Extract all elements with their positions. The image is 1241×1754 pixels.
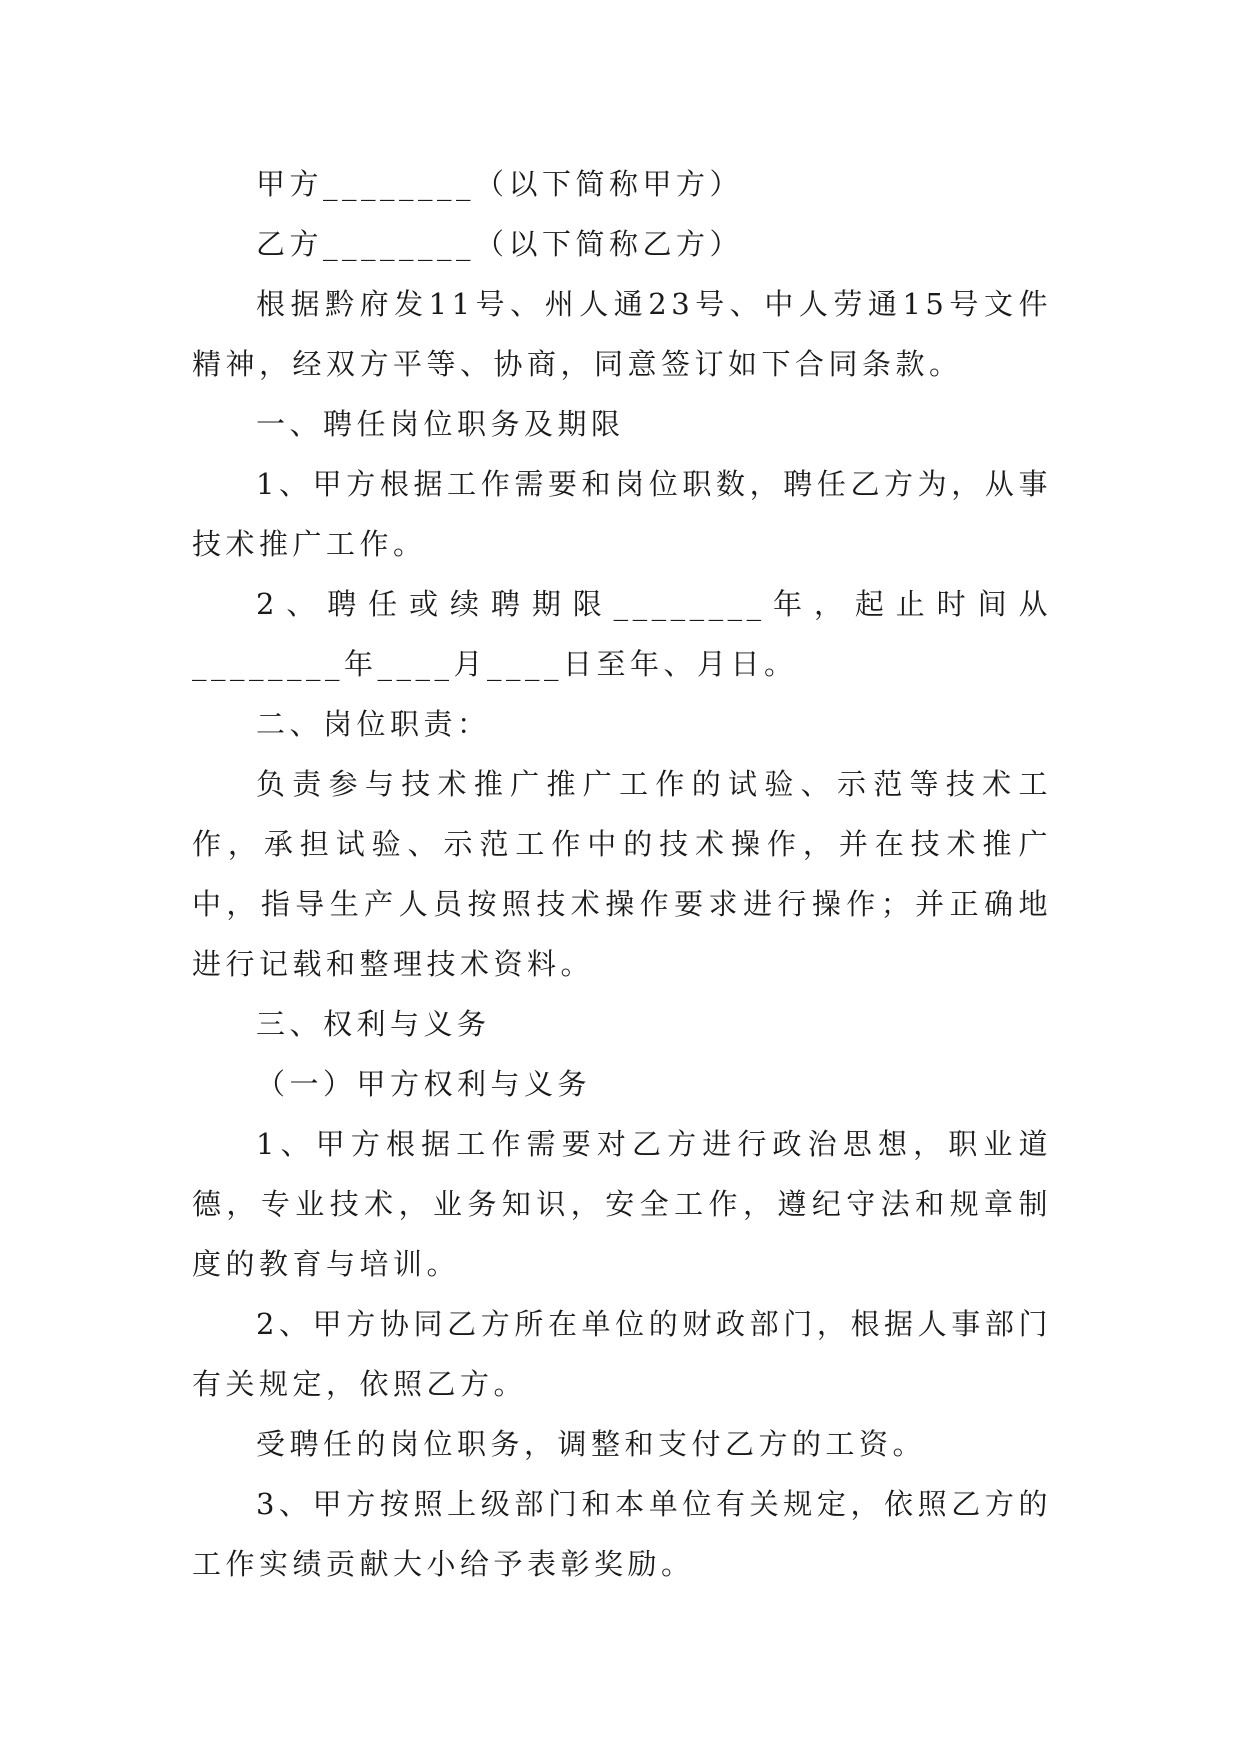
duties-paragraph: 负责参与技术推广推广工作的试验、示范等技术工作，承担试验、示范工作中的技术操作，并在技术推广中，指导生产人员按照技术操作要求进行操作；并正确地进行记载和整理技术资料。 [192,767,1052,981]
subsection-heading-party-a: （一）甲方权利与义务 [256,1067,592,1101]
clause-1-2: 2、聘任或续聘期限________年，起止时间从________年____月____日至年、月日。 [192,587,1052,681]
clause-3-2-continued: 受聘任的岗位职务，调整和支付乙方的工资。 [256,1427,927,1461]
document-body [192,154,1052,1594]
section-heading-3: 三、权利与义务 [256,1007,491,1041]
clause-3-3: 3、甲方按照上级部门和本单位有关规定，依照乙方的工作实绩贡献大小给予表彰奖励。 [192,1487,1052,1581]
clause-1-1: 1、甲方根据工作需要和岗位职数，聘任乙方为，从事技术推广工作。 [192,467,1052,561]
party-b-line: 乙方________（以下简称乙方） [256,227,744,261]
party-a-line: 甲方________（以下简称甲方） [256,167,744,201]
section-heading-1: 一、聘任岗位职务及期限 [256,407,625,441]
clause-3-2: 2、甲方协同乙方所在单位的财政部门，根据人事部门有关规定，依照乙方。 [192,1307,1052,1401]
preamble-paragraph: 根据黔府发11号、州人通23号、中人劳通15号文件精神，经双方平等、协商，同意签订如下合同条款。 [192,287,1052,381]
section-heading-2: 二、岗位职责： [256,707,491,741]
clause-3-1: 1、甲方根据工作需要对乙方进行政治思想，职业道德，专业技术，业务知识，安全工作，遵纪守法和规章制度的教育与培训。 [192,1127,1052,1281]
